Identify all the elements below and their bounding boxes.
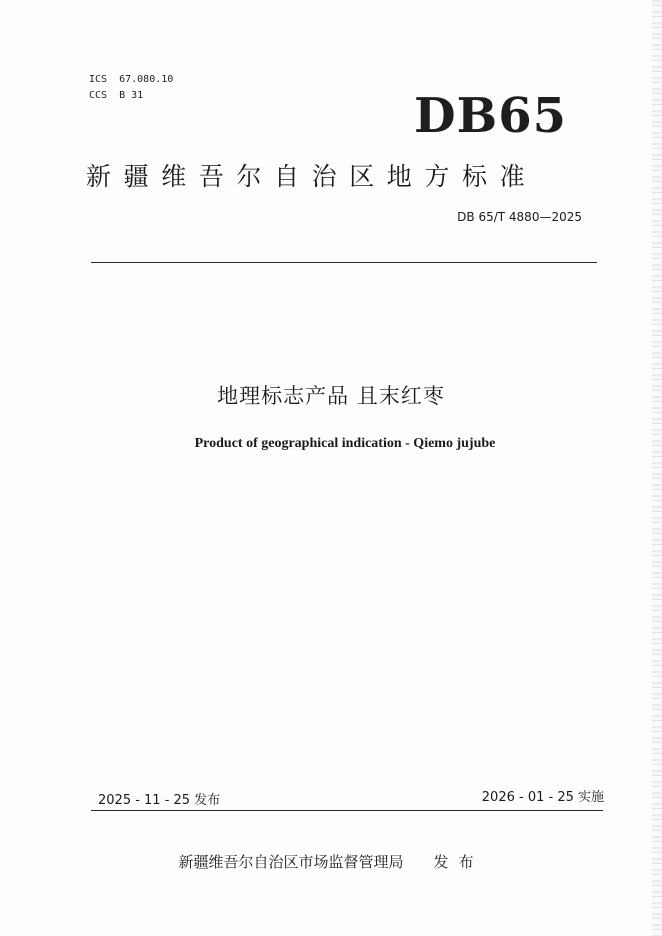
issuer-title: 新疆维吾尔自治区地方标准 (86, 162, 538, 191)
footer-divider (91, 810, 603, 811)
publisher-name: 新疆维吾尔自治区市场监督管理局 (178, 853, 404, 871)
header-divider (91, 262, 597, 263)
ccs-code: CCS B 31 (89, 90, 144, 101)
publisher-line (0, 852, 662, 872)
ics-code: ICS 67.080.10 (89, 74, 174, 85)
implement-date: 2026 - 01 - 25 实施 (481, 790, 604, 805)
classification-codes (89, 72, 173, 104)
publisher-action: 发布 (433, 853, 484, 871)
db65-logo: DB65 (414, 88, 567, 144)
scan-edge (652, 0, 662, 936)
document-title-chinese: 地理标志产品 且末红枣 (217, 384, 445, 408)
standard-number: DB 65/T 4880—2025 (457, 210, 582, 224)
document-title-english: Product of geographical indication - Qiemo jujube (194, 436, 496, 451)
publish-date: 2025 - 11 - 25 发布 (98, 793, 221, 808)
